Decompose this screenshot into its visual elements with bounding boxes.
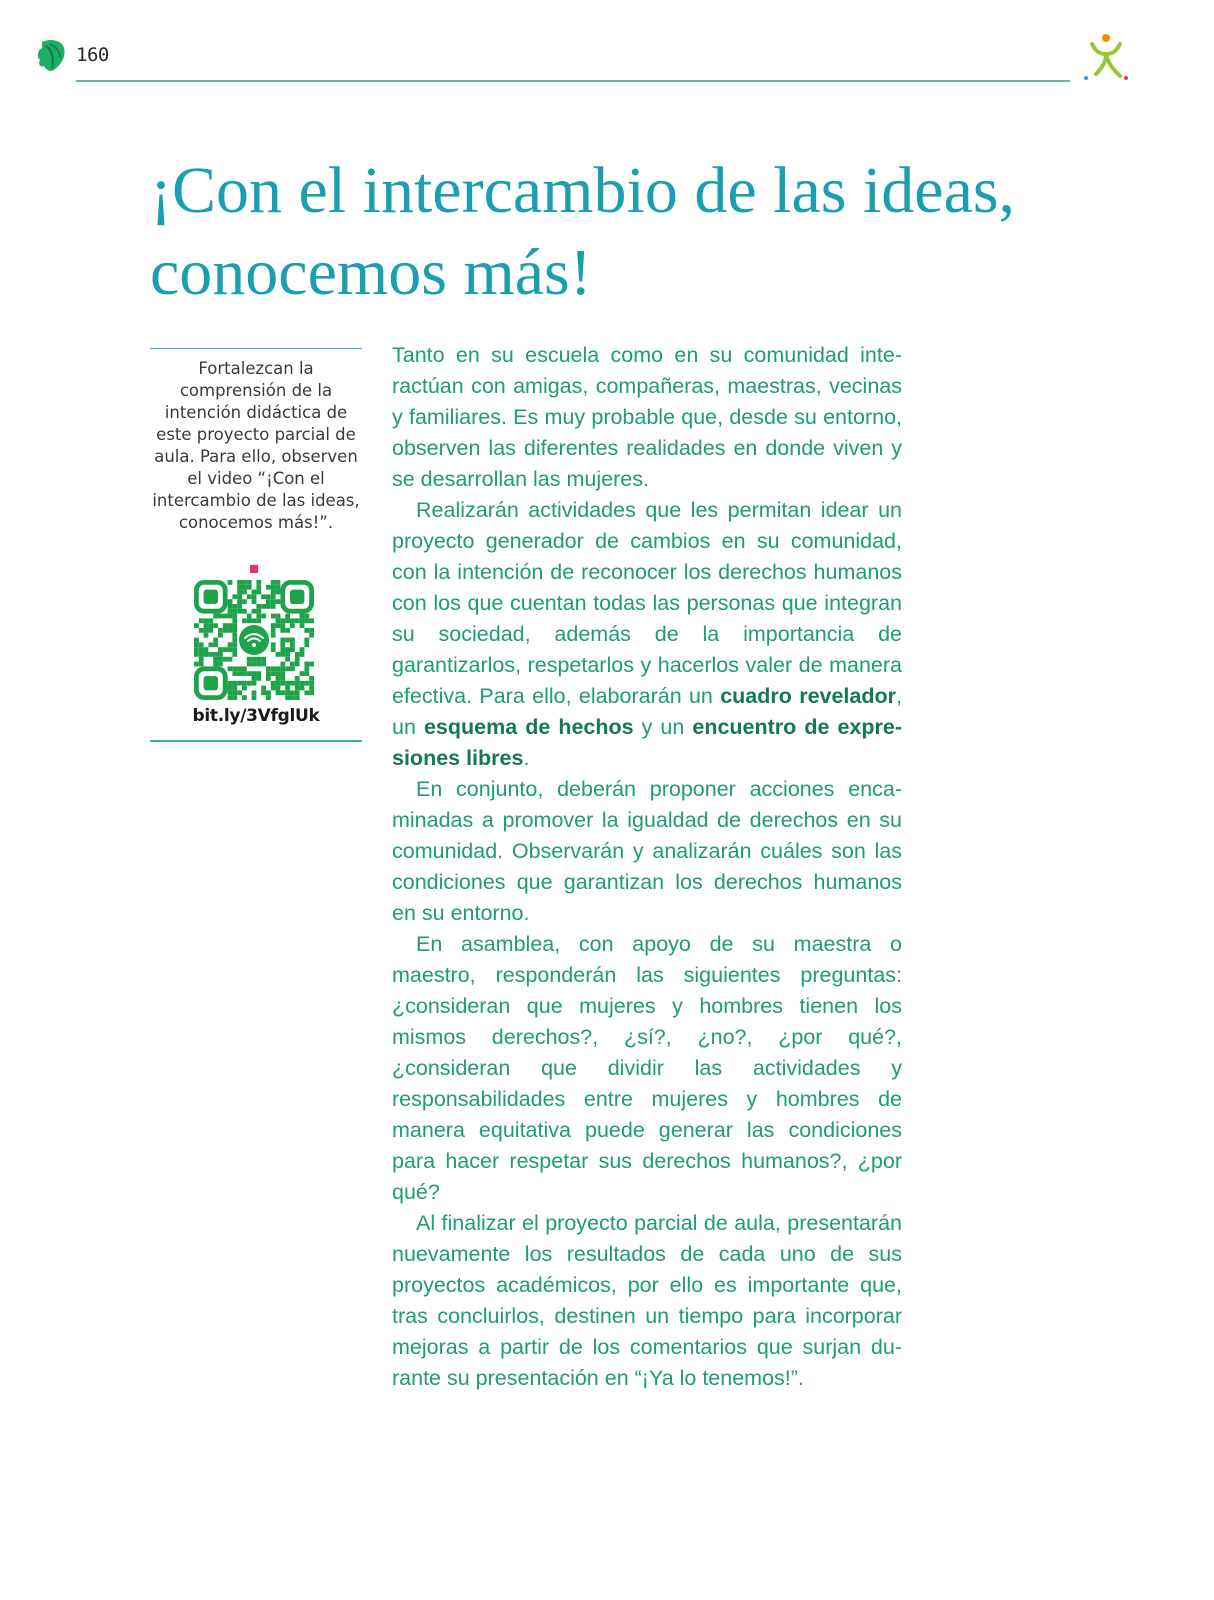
page-header xyxy=(0,0,1214,100)
paragraph-2 xyxy=(392,495,902,774)
title-line-2: conocemos más! xyxy=(150,236,592,309)
paragraph-1: Tanto en su escuela como en su comunidad interactúan con amigas, compañeras, maestras, vecinas y familiares. Es muy probable que, desde su entorno, observen las diferentes realidades en donde viven y se desarrollan las mujeres. xyxy=(392,343,902,491)
video-link[interactable]: bit.ly/3VfglUk xyxy=(192,706,320,726)
body-text xyxy=(392,340,902,1394)
page-title xyxy=(150,150,1110,314)
paragraph-3: En conjunto, deberán proponer acciones encaminadas a promover la igualdad de derechos en su comunidad. Observarán y analizarán cuáles son las condiciones que garantizan los derechos humanos en su entorno. xyxy=(392,777,902,925)
paragraph-4: En asamblea, con apoyo de su maestra o maestro, responderán las siguientes preguntas: ¿consideran que mujeres y hombres tienen los mismos derechos?, ¿sí?, ¿no?, ¿por qué?, ¿consideran que dividir las actividades y responsabilidades entre mujeres y hombres de manera equitativa puede generar las condiciones para hacer respetar sus derechos humanos?, ¿por qué? xyxy=(392,932,902,1204)
paragraph-2-text-c: y un xyxy=(633,715,693,739)
sidebar-top-divider xyxy=(150,348,362,349)
green-leaf-icon xyxy=(36,38,68,74)
header-divider xyxy=(76,80,1070,82)
paragraph-2-text-d: . xyxy=(523,746,530,770)
page-number: 160 xyxy=(76,44,109,66)
paragraph-5: Al finalizar el proyecto parcial de aula, presentarán nuevamente los resultados de cada uno de sus proyectos académicos, por ello es importante que, tras concluirlos, destinen un tiempo para incorporar mejoras a partir de los comentarios que surjan durante su presentación en “¡Ya lo tenemos!”. xyxy=(392,1211,902,1390)
dancing-figure-icon xyxy=(1078,30,1134,86)
pink-marker xyxy=(250,565,258,573)
paragraph-2-text-b: , un xyxy=(392,684,902,739)
title-line-1: ¡Con el intercambio de las ideas, xyxy=(150,154,1016,227)
sidebar-note: Fortalezcan la comprensión de la intención didáctica de este proyecto parcial de aula. Para ello, observen el video “¡Con el intercambio de las ideas, conocemos más!”. xyxy=(152,359,360,532)
paragraph-2-text-a: Realizarán actividades que les permitan idear un proyecto generador de cambios en su comunidad, con la intención de reconocer los derechos humanos con los que cuentan todas las personas que integran su sociedad, además de la importancia de garantizarlos, respetarlos y hacerlos valer de manera efectiva. Para ello, elaborarán un xyxy=(392,498,902,708)
term-cuadro-revelador: cuadro revelador xyxy=(720,684,896,708)
term-esquema-de-hechos: esquema de hechos xyxy=(423,715,634,739)
qr-code-icon[interactable] xyxy=(194,580,314,700)
term-encuentro-expresiones: encuentro de expresiones libres xyxy=(392,715,902,770)
video-sidebar xyxy=(150,348,362,742)
sidebar-bottom-divider xyxy=(150,740,362,742)
